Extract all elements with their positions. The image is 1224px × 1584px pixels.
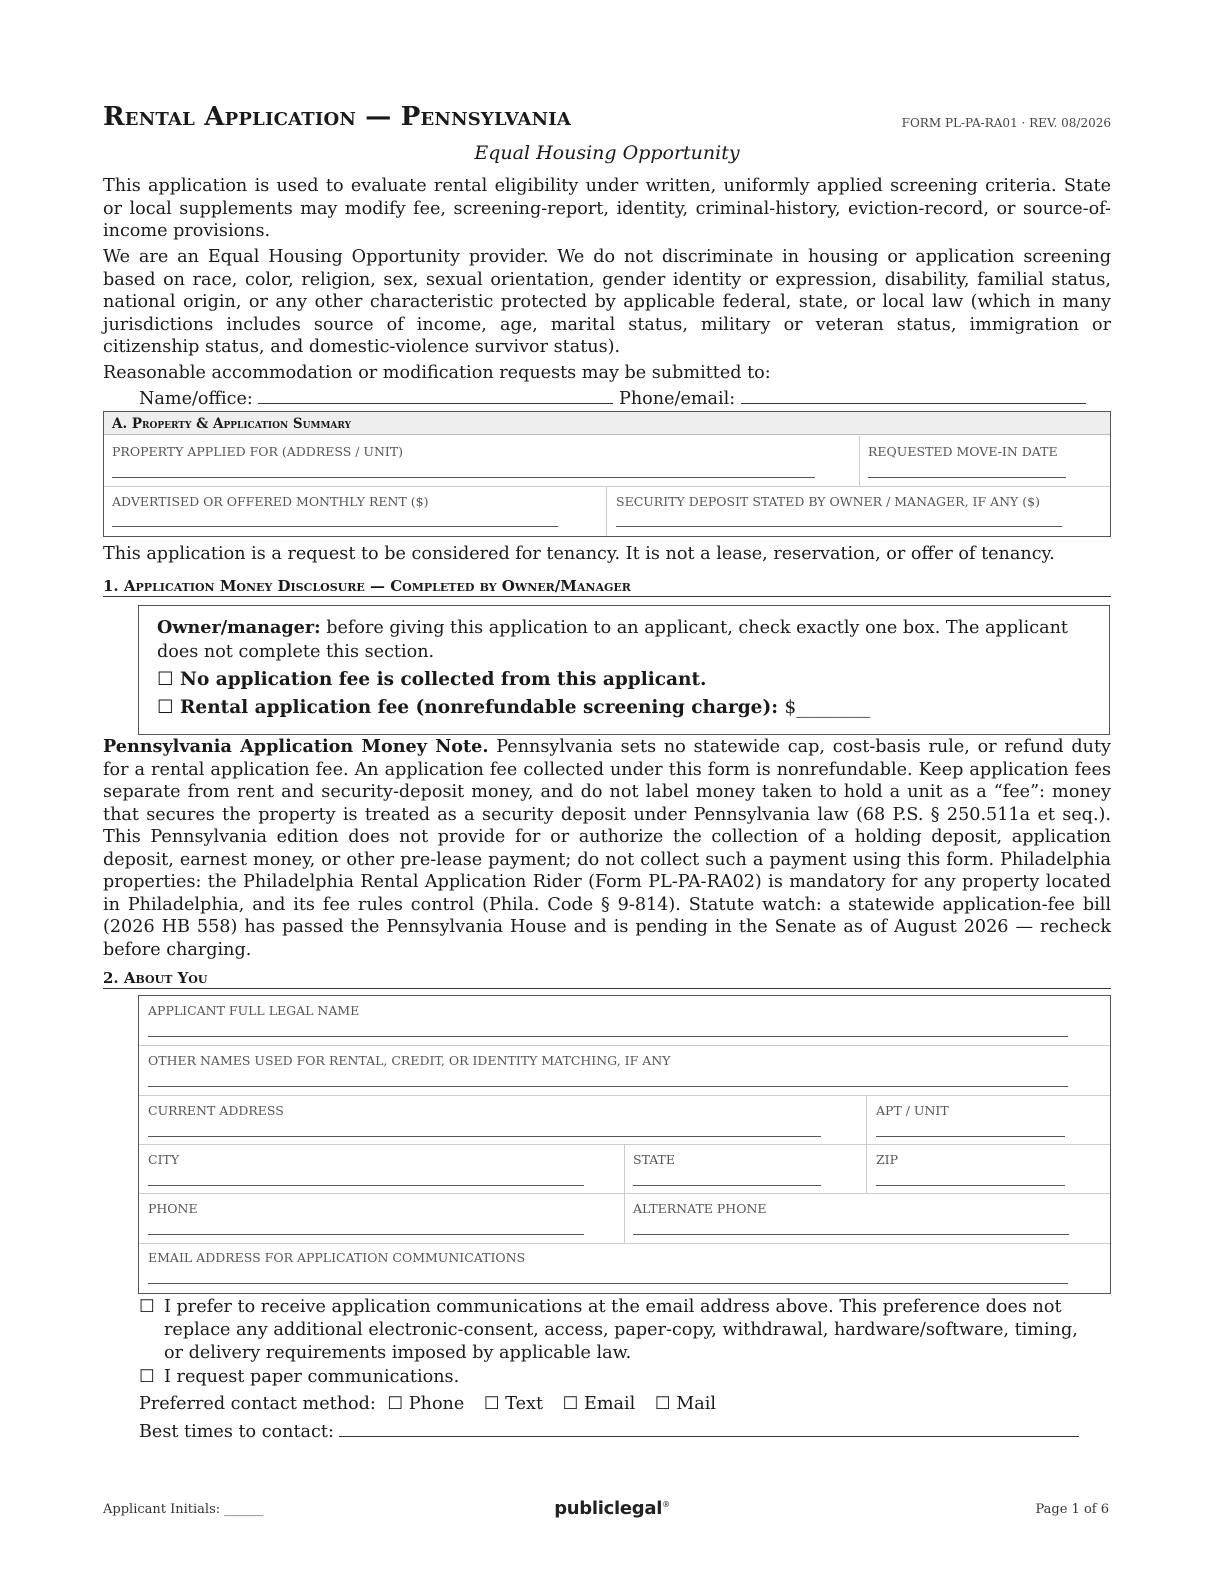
move-in-label: REQUESTED MOVE-IN DATE — [868, 444, 1058, 459]
alt-phone-label: ALTERNATE PHONE — [633, 1201, 767, 1216]
phone-field[interactable] — [148, 1234, 584, 1235]
name-office-label: Name/office: — [139, 389, 253, 409]
tenancy-notice: This application is a request to be considered for tenancy. It is not a lease, reservation, or offer of tenancy. — [103, 544, 1055, 564]
accommodation-contact-row — [139, 387, 1111, 411]
apt-field[interactable] — [876, 1136, 1065, 1137]
contact-text-checkbox[interactable]: ☐ — [483, 1394, 500, 1414]
contact-mail-checkbox[interactable]: ☐ — [654, 1394, 671, 1414]
paper-preference-row — [139, 1366, 1099, 1389]
fee-amount-field[interactable]: $________ — [784, 697, 871, 718]
fee-checkbox[interactable]: ☐ — [157, 697, 174, 718]
fee-option — [157, 694, 1097, 722]
contact-phone-label: Phone — [408, 1394, 465, 1414]
contact-method-label: Preferred contact method: — [139, 1394, 376, 1414]
zip-field[interactable] — [876, 1185, 1065, 1186]
applicant-initials[interactable]: Applicant Initials: ______ — [103, 1502, 264, 1517]
rent-label: ADVERTISED OR OFFERED MONTHLY RENT ($) — [112, 494, 429, 509]
property-label: PROPERTY APPLIED FOR (ADDRESS / UNIT) — [112, 444, 404, 459]
pa-application-money-note — [103, 736, 1111, 961]
deposit-field[interactable] — [616, 526, 1062, 527]
best-times-label: Best times to contact: — [139, 1422, 334, 1442]
section-a-heading: A. Property & Application Summary — [104, 412, 1110, 435]
email-preference-row — [139, 1296, 1099, 1365]
best-times-field[interactable] — [339, 1420, 1079, 1437]
email-label: EMAIL ADDRESS FOR APPLICATION COMMUNICATIONS — [148, 1250, 526, 1265]
section-1-box — [138, 605, 1110, 735]
other-names-label: OTHER NAMES USED FOR RENTAL, CREDIT, OR IDENTITY MATCHING, IF ANY — [148, 1053, 671, 1068]
divider — [139, 1045, 1110, 1046]
divider — [624, 1145, 625, 1243]
alt-phone-field[interactable] — [633, 1234, 1069, 1235]
move-in-field[interactable] — [868, 477, 1066, 478]
intro-paragraph-1: This application is used to evaluate rental eligibility under written, uniformly applied screening criteria. State or local supplements may modify fee, screening-report, identity, criminal-history, eviction-record, or source-of-income provisions. — [103, 176, 1111, 241]
address-field[interactable] — [148, 1136, 821, 1137]
city-field[interactable] — [148, 1185, 584, 1186]
owner-instructions-text: before giving this application to an applicant, check exactly one box. The applicant does not complete this section. — [157, 618, 1068, 662]
divider — [866, 1096, 867, 1193]
accommodation-paragraph: Reasonable accommodation or modification requests may be submitted to: — [103, 363, 771, 383]
property-field[interactable] — [112, 477, 815, 478]
address-label: CURRENT ADDRESS — [148, 1103, 284, 1118]
phone-label: PHONE — [148, 1201, 198, 1216]
state-field[interactable] — [633, 1185, 821, 1186]
contact-text-label: Text — [505, 1394, 544, 1414]
pa-note-text: Pennsylvania sets no statewide cap, cost-basis rule, or refund duty for a rental application fee. An application fee collected under this form is nonrefundable. Keep application fees separate from rent and security-deposit money, and do not label money taken to hold a unit as a “fee”: money that secures the property is treated as a security deposit under Pennsylvania law (68 P.S. § 250.511a et seq.). This Pennsylvania edition does not provide for or authorize the collection of a holding deposit, application deposit, earnest money, or other pre-lease payment; do not collect such a payment using this form. Philadelphia properties: the Philadelphia Rental Application Rider (Form PL-PA-RA02) is mandatory for any property located in Philadelphia, and its fee rules control (Phila. Code § 9-814). Statute watch: a statewide application-fee bill (2026 HB 558) has passed the Pennsylvania House and is pending in the Senate as of August 2026 — recheck before charging. — [103, 737, 1111, 960]
phone-email-label: Phone/email: — [619, 389, 736, 409]
email-pref-label: I prefer to receive application communications at the email address above. This preference does not replace any additional electronic-consent, access, paper-copy, withdrawal, hardware/software, timing, or delivery requirements imposed by applicable law. — [164, 1297, 1078, 1363]
paper-pref-checkbox[interactable]: ☐ — [139, 1367, 155, 1387]
full-name-label: APPLICANT FULL LEGAL NAME — [148, 1003, 360, 1018]
zip-label: ZIP — [876, 1152, 899, 1167]
intro-paragraph-2: We are an Equal Housing Opportunity provider. We do not discriminate in housing or application screening based on race, color, religion, sex, sexual orientation, gender identity or expression, disability, familial status, national origin, or any other characteristic protected by applicable federal, state, or local law (which in many jurisdictions includes source of income, age, marital status, military or veteran status, immigration or citizenship status, and domestic-violence survivor status). — [103, 247, 1111, 357]
phone-email-field[interactable] — [741, 387, 1086, 404]
divider — [606, 487, 607, 536]
apt-label: APT / UNIT — [876, 1103, 949, 1118]
form-header — [103, 100, 1111, 140]
page-number: Page 1 of 6 — [1035, 1502, 1109, 1517]
email-pref-checkbox[interactable]: ☐ — [139, 1297, 155, 1317]
name-office-field[interactable] — [258, 387, 613, 404]
rent-field[interactable] — [112, 526, 558, 527]
logo-text: publiclegal — [554, 1498, 663, 1519]
no-fee-option — [157, 666, 1097, 694]
owner-instructions — [157, 616, 1097, 664]
contact-email-label: Email — [584, 1394, 636, 1414]
publiclegal-logo: publiclegal® — [554, 1498, 670, 1519]
fee-label: Rental application fee (nonrefundable screening charge): — [180, 697, 779, 718]
no-fee-checkbox[interactable]: ☐ — [157, 669, 174, 690]
no-fee-label: No application fee is collected from this applicant. — [180, 669, 707, 690]
state-label: STATE — [633, 1152, 676, 1167]
contact-email-checkbox[interactable]: ☐ — [562, 1394, 579, 1414]
form-title: Rental Application — Pennsylvania — [103, 102, 572, 132]
contact-mail-label: Mail — [676, 1394, 717, 1414]
contact-method-row — [139, 1393, 1099, 1416]
section-a-box — [103, 411, 1111, 537]
form-subtitle: Equal Housing Opportunity — [474, 142, 740, 164]
other-names-field[interactable] — [148, 1086, 1068, 1087]
divider — [104, 486, 1110, 487]
section-2-heading: 2. About You — [103, 969, 1111, 989]
pa-note-title: Pennsylvania Application Money Note. — [103, 736, 489, 757]
section-1-heading: 1. Application Money Disclosure — Completed by Owner/Manager — [103, 577, 1111, 597]
divider — [859, 436, 860, 486]
full-name-field[interactable] — [148, 1036, 1068, 1037]
contact-phone-checkbox[interactable]: ☐ — [387, 1394, 404, 1414]
section-2-box — [138, 995, 1111, 1294]
owner-instructions-bold: Owner/manager: — [157, 617, 321, 638]
form-number: FORM PL-PA-RA01 · REV. 08/2026 — [901, 116, 1111, 130]
paper-pref-label: I request paper communications. — [164, 1367, 460, 1387]
city-label: CITY — [148, 1152, 180, 1167]
email-field[interactable] — [148, 1283, 1068, 1284]
divider — [139, 1095, 1110, 1096]
best-times-row — [139, 1420, 1099, 1444]
divider — [139, 1243, 1110, 1244]
deposit-label: SECURITY DEPOSIT STATED BY OWNER / MANAGER, IF ANY ($) — [616, 494, 1040, 509]
